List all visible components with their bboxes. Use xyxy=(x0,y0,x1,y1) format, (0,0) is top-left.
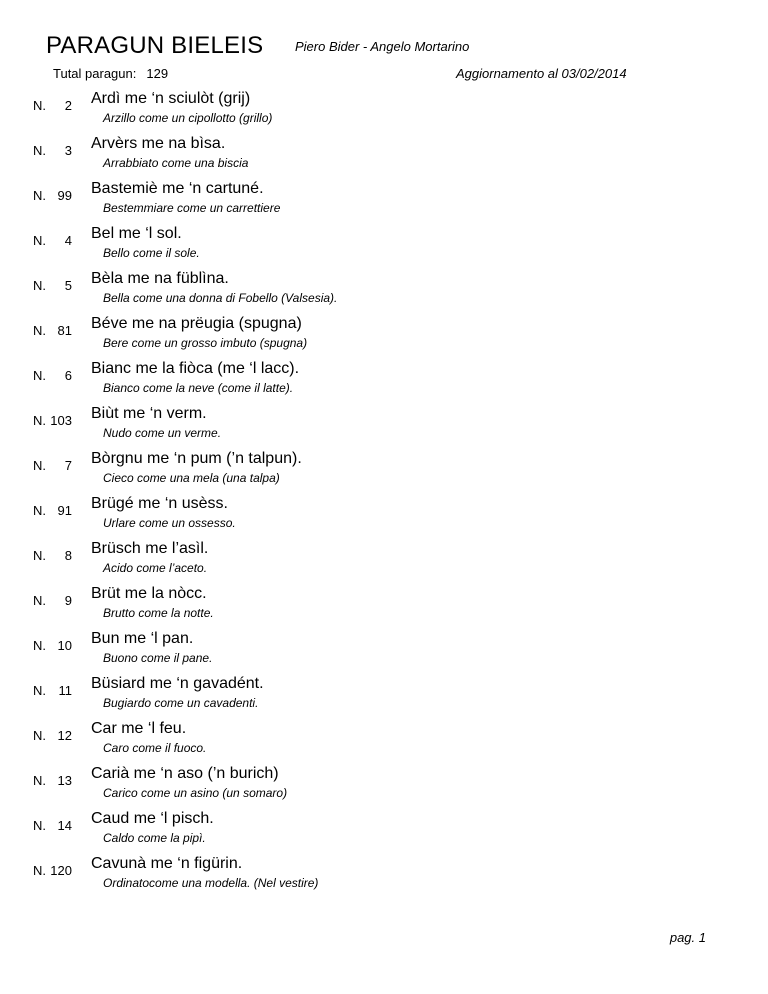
entry-prefix: N. xyxy=(33,728,46,743)
entry-number: 103 xyxy=(50,413,72,428)
entry-translation: Bello come il sole. xyxy=(103,246,200,260)
entry-translation: Arzillo come un cipollotto (grillo) xyxy=(103,111,273,125)
entry-number: 99 xyxy=(57,188,72,203)
list-item xyxy=(0,583,768,628)
update-date: Aggiornamento al 03/02/2014 xyxy=(456,66,627,81)
entry-prefix: N. xyxy=(33,143,46,158)
entry-number: 5 xyxy=(64,278,72,293)
entry-phrase: Bèla me na füblìna. xyxy=(91,270,229,287)
entry-prefix: N. xyxy=(33,368,46,383)
list-item xyxy=(0,313,768,358)
list-item xyxy=(0,358,768,403)
entry-prefix: N. xyxy=(33,638,46,653)
list-item xyxy=(0,493,768,538)
entry-phrase: Brüt me la nòcc. xyxy=(91,585,207,602)
entry-translation: Bugiardo come un cavadenti. xyxy=(103,696,259,710)
entry-translation: Bestemmiare come un carrettiere xyxy=(103,201,281,215)
entry-phrase: Bel me ‘l sol. xyxy=(91,225,182,242)
entry-translation: Bella come una donna di Fobello (Valsesia). xyxy=(103,291,338,305)
entry-translation: Bianco come la neve (come il latte). xyxy=(103,381,294,395)
entry-phrase: Biùt me ‘n verm. xyxy=(91,405,207,422)
entry-prefix: N. xyxy=(33,863,46,878)
list-item xyxy=(0,763,768,808)
entry-number: 13 xyxy=(57,773,72,788)
entry-number: 12 xyxy=(57,728,72,743)
list-item xyxy=(0,403,768,448)
entry-translation: Caro come il fuoco. xyxy=(103,741,207,755)
page-number: pag. 1 xyxy=(669,930,706,945)
entry-list xyxy=(0,88,768,898)
entry-translation: Ordinatocome una modella. (Nel vestire) xyxy=(103,876,319,890)
entry-translation: Acido come l’aceto. xyxy=(103,561,208,575)
entry-phrase: Brüsch me l’asìl. xyxy=(91,540,209,557)
entry-prefix: N. xyxy=(33,413,46,428)
entry-number: 120 xyxy=(50,863,72,878)
entry-phrase: Büsiard me ‘n gavadént. xyxy=(91,675,264,692)
list-item xyxy=(0,538,768,583)
list-item xyxy=(0,448,768,493)
entry-phrase: Arvèrs me na bìsa. xyxy=(91,135,226,152)
entry-prefix: N. xyxy=(33,278,46,293)
entry-prefix: N. xyxy=(33,503,46,518)
entry-number: 4 xyxy=(64,233,72,248)
list-item xyxy=(0,178,768,223)
list-item xyxy=(0,223,768,268)
entry-phrase: Bianc me la fiòca (me ‘l lacc). xyxy=(91,360,300,377)
entry-phrase: Ardì me ‘n sciulòt (grij) xyxy=(91,90,251,107)
page-title: PARAGUN BIELEIS xyxy=(46,32,264,59)
entry-prefix: N. xyxy=(33,98,46,113)
total-label: Tutal paragun: xyxy=(53,66,137,81)
list-item xyxy=(0,628,768,673)
entry-prefix: N. xyxy=(33,548,46,563)
entry-phrase: Bastemiè me ‘n cartuné. xyxy=(91,180,264,197)
entry-prefix: N. xyxy=(33,188,46,203)
entry-prefix: N. xyxy=(33,458,46,473)
entry-translation: Buono come il pane. xyxy=(103,651,213,665)
entry-number: 81 xyxy=(57,323,72,338)
entry-phrase: Car me ‘l feu. xyxy=(91,720,187,737)
entry-number: 6 xyxy=(64,368,72,383)
entry-phrase: Bun me ‘l pan. xyxy=(91,630,194,647)
entry-number: 10 xyxy=(57,638,72,653)
entry-phrase: Béve me na prëugia (spugna) xyxy=(91,315,302,332)
total-count xyxy=(53,66,168,81)
list-item xyxy=(0,268,768,313)
entry-phrase: Brügé me ‘n usèss. xyxy=(91,495,228,512)
entry-number: 2 xyxy=(64,98,72,113)
entry-translation: Brutto come la notte. xyxy=(103,606,214,620)
entry-number: 11 xyxy=(58,683,72,698)
entry-translation: Caldo come la pipì. xyxy=(103,831,206,845)
entry-number: 9 xyxy=(64,593,72,608)
entry-translation: Cieco come una mela (una talpa) xyxy=(103,471,280,485)
entry-phrase: Bòrgnu me ‘n pum (’n talpun). xyxy=(91,450,302,467)
entry-translation: Bere come un grosso imbuto (spugna) xyxy=(103,336,308,350)
entry-translation: Arrabbiato come una biscia xyxy=(103,156,249,170)
list-item xyxy=(0,853,768,898)
entry-phrase: Cavunà me ‘n figürin. xyxy=(91,855,243,872)
entry-phrase: Caud me ‘l pisch. xyxy=(91,810,214,827)
list-item xyxy=(0,88,768,133)
entry-number: 7 xyxy=(64,458,72,473)
entry-number: 91 xyxy=(57,503,72,518)
entry-translation: Urlare come un ossesso. xyxy=(103,516,236,530)
list-item xyxy=(0,133,768,178)
total-value: 129 xyxy=(146,66,169,81)
entry-translation: Carico come un asino (un somaro) xyxy=(103,786,288,800)
list-item xyxy=(0,808,768,853)
entry-phrase: Carià me ‘n aso (’n burich) xyxy=(91,765,279,782)
entry-prefix: N. xyxy=(33,233,46,248)
entry-number: 8 xyxy=(64,548,72,563)
entry-prefix: N. xyxy=(33,593,46,608)
list-item xyxy=(0,718,768,763)
entry-prefix: N. xyxy=(33,323,46,338)
entry-prefix: N. xyxy=(33,818,46,833)
entry-prefix: N. xyxy=(33,683,46,698)
authors-text: Piero Bider - Angelo Mortarino xyxy=(295,39,470,54)
entry-translation: Nudo come un verme. xyxy=(103,426,222,440)
list-item xyxy=(0,673,768,718)
entry-prefix: N. xyxy=(33,773,46,788)
entry-number: 14 xyxy=(57,818,72,833)
entry-number: 3 xyxy=(64,143,72,158)
